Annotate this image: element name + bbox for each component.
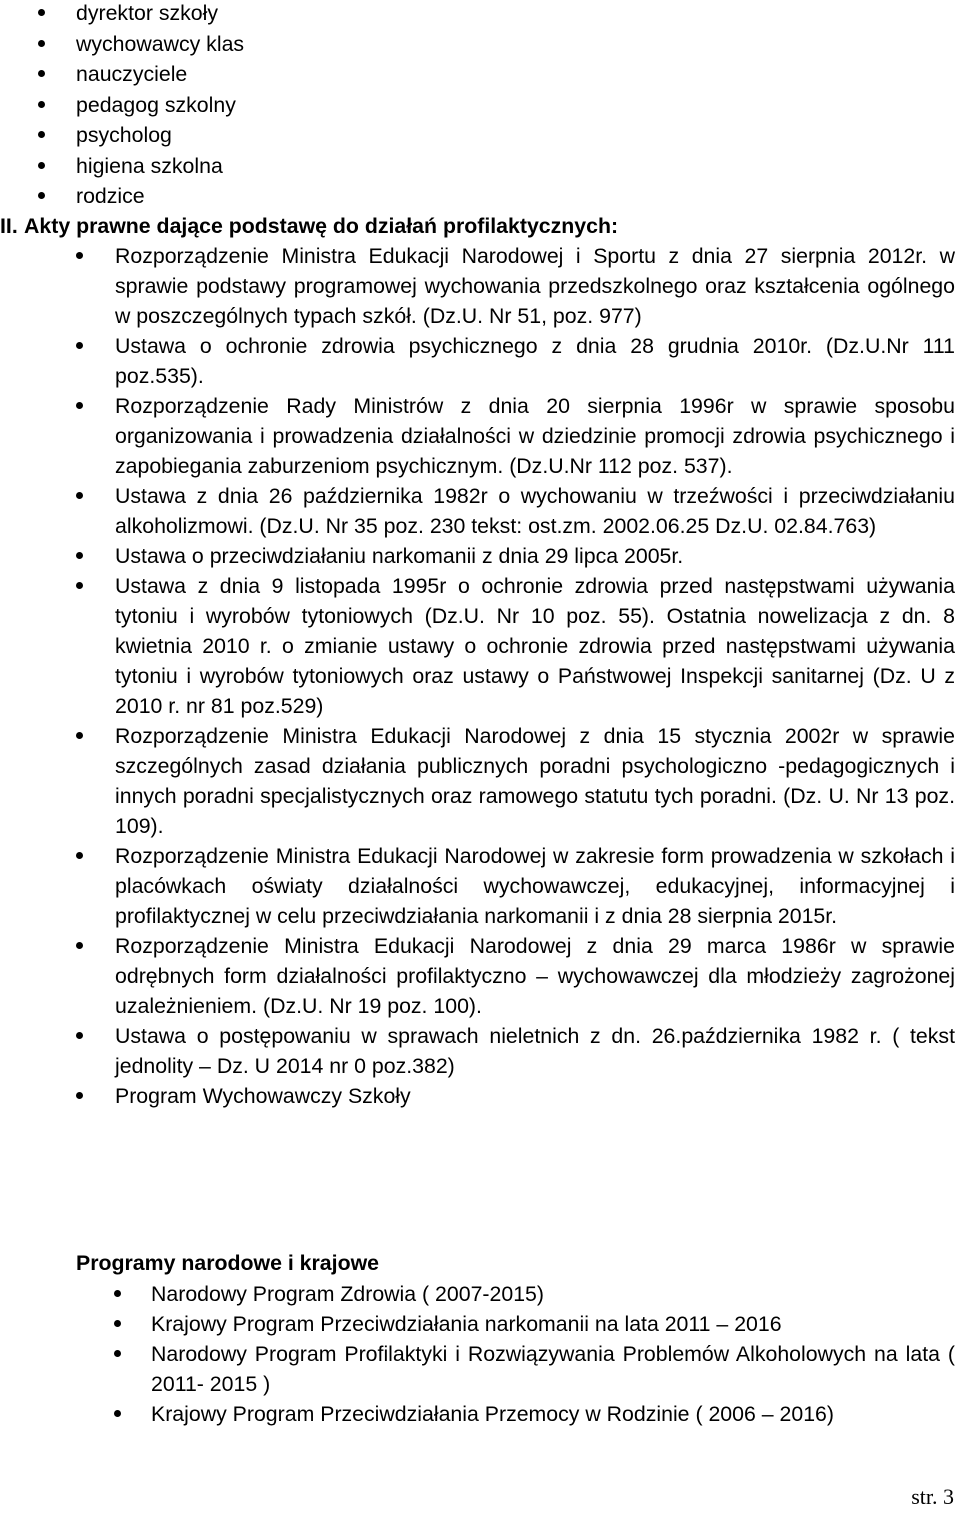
list-item — [0, 59, 244, 90]
list-item — [0, 1279, 955, 1309]
list-item — [0, 1309, 955, 1339]
act-text: Rozporządzenie Ministra Edukacji Narodowej w zakresie form prowadzenia w szkołach i placówkach oświaty działalności wychowawczej, edukacyjnej, informacyjnej i profilaktycznej w celu przeciwdziałania narkomanii i z dnia 28 sierpnia 2015r. — [115, 844, 955, 928]
section-title: Akty prawne dające podstawę do działań profilaktycznych: — [24, 214, 619, 238]
list-item — [0, 481, 955, 541]
list-item — [0, 331, 955, 391]
bullet-icon — [76, 492, 83, 499]
list-item — [0, 241, 955, 331]
act-text: Rozporządzenie Ministra Edukacji Narodowej z dnia 29 marca 1986r w sprawie odrębnych form działalności profilaktyczno – wychowawczej dla młodzieży zagrożonej uzależnieniem. (Dz.U. Nr 19 poz. 100). — [115, 934, 955, 1018]
role-text: dyrektor szkoły — [76, 1, 219, 25]
bullet-icon — [114, 1410, 121, 1417]
bullet-icon — [76, 942, 83, 949]
program-text: Narodowy Program Zdrowia ( 2007-2015) — [151, 1282, 544, 1306]
list-item — [0, 181, 244, 212]
role-text: psycholog — [76, 123, 172, 147]
programs-heading: Programy narodowe i krajowe — [76, 1251, 379, 1275]
act-text: Rozporządzenie Ministra Edukacji Narodowej i Sportu z dnia 27 sierpnia 2012r. w sprawie podstawy programowej wychowania przedszkolnego oraz kształcenia ogólnego w poszczególnych typach szkół. (Dz.U. Nr 51, poz. 977) — [115, 244, 955, 328]
section-heading — [0, 211, 618, 241]
section-number: II. — [0, 214, 18, 238]
bullet-icon — [76, 342, 83, 349]
list-item — [0, 541, 955, 571]
list-item — [0, 1339, 955, 1399]
programs-list — [0, 1279, 955, 1429]
bullet-icon — [38, 40, 45, 47]
list-item — [0, 29, 244, 60]
list-item — [0, 1081, 955, 1111]
bullet-icon — [114, 1290, 121, 1297]
bullet-icon — [76, 582, 83, 589]
bullet-icon — [114, 1350, 121, 1357]
list-item — [0, 151, 244, 182]
bullet-icon — [76, 1032, 83, 1039]
program-text: Krajowy Program Przeciwdziałania narkomanii na lata 2011 – 2016 — [151, 1312, 782, 1336]
list-item — [0, 1399, 955, 1429]
act-text: Ustawa o postępowaniu w sprawach nieletnich z dn. 26.października 1982 r. ( tekst jednolity – Dz. U 2014 nr 0 poz.382) — [115, 1024, 955, 1078]
bullet-icon — [38, 70, 45, 77]
bullet-icon — [38, 131, 45, 138]
role-text: nauczyciele — [76, 62, 188, 86]
list-item — [0, 721, 955, 841]
legal-acts-list — [0, 241, 955, 1111]
list-item — [0, 571, 955, 721]
list-item — [0, 1021, 955, 1081]
role-text: higiena szkolna — [76, 153, 223, 178]
bullet-icon — [76, 852, 83, 859]
bullet-icon — [38, 162, 45, 169]
act-text: Ustawa o przeciwdziałaniu narkomanii z dnia 29 lipca 2005r. — [115, 544, 684, 568]
bullet-icon — [76, 402, 83, 409]
program-text: Krajowy Program Przeciwdziałania Przemocy w Rodzinie ( 2006 – 2016) — [151, 1402, 834, 1426]
act-text: Ustawa o ochronie zdrowia psychicznego z dnia 28 grudnia 2010r. (Dz.U.Nr 111 poz.535). — [115, 334, 955, 388]
bullet-icon — [114, 1320, 121, 1327]
bullet-icon — [38, 101, 45, 108]
act-text: Program Wychowawczy Szkoły — [115, 1084, 411, 1108]
bullet-icon — [76, 552, 83, 559]
bullet-icon — [38, 192, 45, 199]
list-item — [0, 391, 955, 481]
program-text: Narodowy Program Profilaktyki i Rozwiązywania Problemów Alkoholowych na lata ( 2011- 2015 ) — [151, 1342, 955, 1396]
list-item — [0, 931, 955, 1021]
bullet-icon — [76, 252, 83, 259]
role-text: rodzice — [76, 184, 145, 208]
list-item — [0, 841, 955, 931]
role-text: wychowawcy klas — [76, 31, 245, 56]
act-text: Ustawa z dnia 9 listopada 1995r o ochronie zdrowia przed następstwami używania tytoniu i wyrobów tytoniowych (Dz.U. Nr 10 poz. 55). Ostatnia nowelizacja z dn. 8 kwietnia 2010 r. o zmianie ustawy o ochronie zdrowia przed następstwami używania tytoniu i wyrobów tytoniowych oraz ustawy o Państwowej Inspekcji sanitarnej (Dz. U z 2010 r. nr 81 poz.529) — [115, 574, 955, 718]
act-text: Ustawa z dnia 26 października 1982r o wychowaniu w trzeźwości i przeciwdziałaniu alkoholizmowi. (Dz.U. Nr 35 poz. 230 tekst: ost.zm. 2002.06.25 Dz.U. 02.84.763) — [115, 484, 955, 538]
act-text: Rozporządzenie Rady Ministrów z dnia 20 sierpnia 1996r w sprawie sposobu organizowania i prowadzenia działalności w dziedzinie promocji zdrowia psychicznego i zapobiegania zaburzeniom psychicznym. (Dz.U.Nr 112 poz. 537). — [115, 394, 955, 478]
bullet-icon — [76, 732, 83, 739]
roles-list — [0, 0, 244, 212]
bullet-icon — [38, 9, 45, 16]
page-number: str. 3 — [911, 1484, 954, 1509]
role-text: pedagog szkolny — [76, 92, 236, 117]
list-item — [0, 90, 244, 121]
act-text: Rozporządzenie Ministra Edukacji Narodowej z dnia 15 stycznia 2002r w sprawie szczególnych zasad działania publicznych poradni psychologiczno -pedagogicznych i innych poradni specjalistycznych oraz ramowego statutu tych poradni. (Dz. U. Nr 13 poz. 109). — [115, 724, 955, 838]
list-item — [0, 0, 244, 29]
list-item — [0, 120, 244, 151]
bullet-icon — [76, 1092, 83, 1099]
